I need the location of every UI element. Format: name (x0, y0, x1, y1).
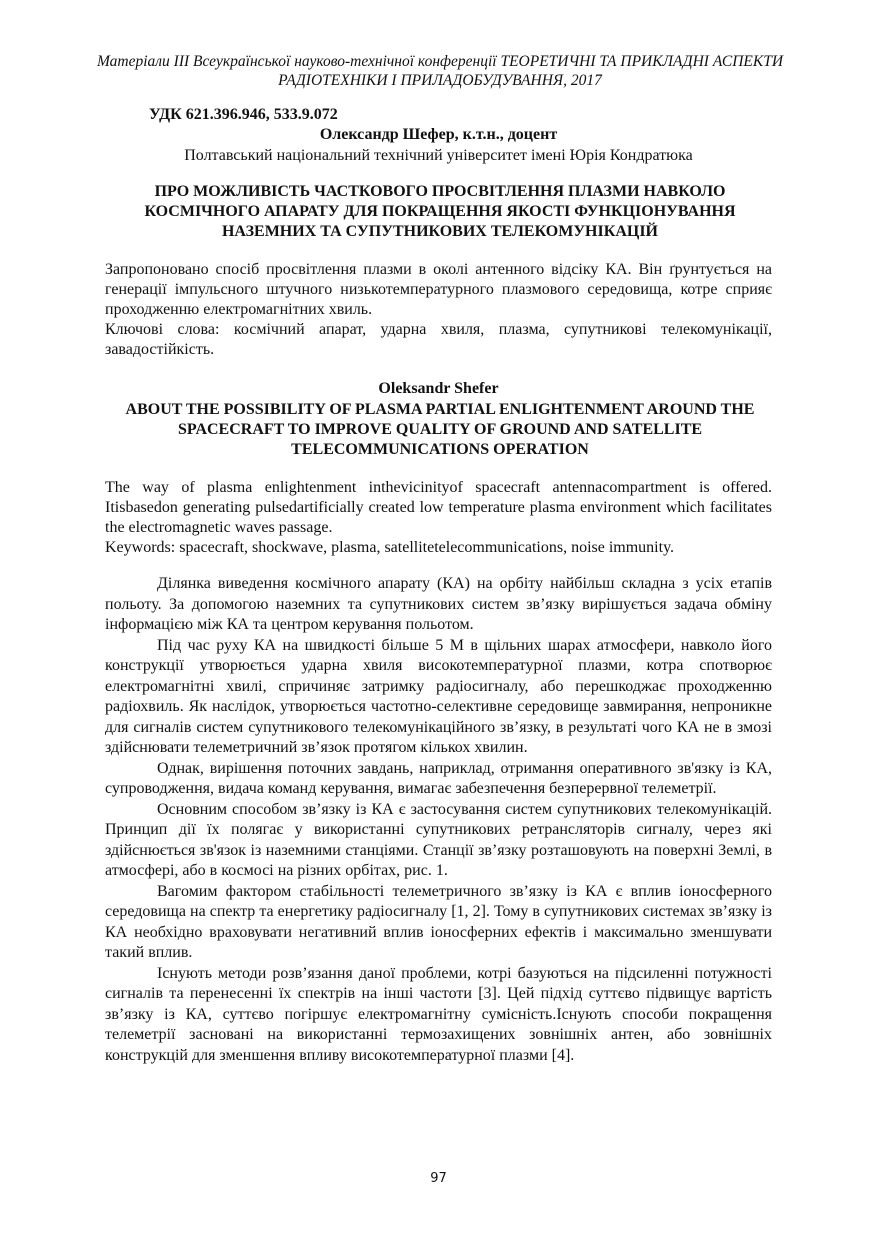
abstract-en-block (105, 478, 772, 558)
body-paragraph: Під час руху КА на швидкості більше 5 М в щільних шарах атмосфери, навколо його конструкції утворюється ударна хвиля високотемпературної плазми, котра спотворює електромагнітні хвилі, спричиняє затримку радіосигналу, або перешкоджає проходженню радіохвиль. Як наслідок, утворюється частотно-селективне середовище завмирання, непроникне для сигналів систем супутникового телекомунікаційного зв’язку, в результаті чого КА не в змозі здійснювати телеметричний зв’язок протягом кількох хвилин. (105, 636, 772, 756)
author-en: Oleksandr Shefer (378, 380, 499, 397)
abstract-en: The way of plasma enlightenment inthevicinityof spacecraft antennacompartment is offered. Itisbasedon generating pulsedartificially created low temperature plasma environment which facilitates the electromagnetic waves passage. (105, 479, 772, 536)
body-paragraph: Вагомим фактором стабільності телеметричного зв’язку із КА є вплив іоносферного середовища на спектр та енергетику радіосигналу [1, 2]. Тому в супутникових системах зв’язку із КА необхідно враховувати негативний вплив іоносферних ефектів і максимально зменшувати такий вплив. (105, 882, 772, 961)
body-paragraph: Однак, вирішення поточних завдань, наприклад, отримання оперативного зв'язку із КА, супроводження, видача команд керування, вимагає забезпечення безперервної телеметрії. (105, 759, 772, 797)
body-text (105, 574, 772, 1066)
abstract-ua-block (105, 260, 772, 360)
affiliation: Полтавський національний технічний університет імені Юрія Кондратюка (184, 147, 693, 164)
title-ua: ПРО МОЖЛИВІСТЬ ЧАСТКОВОГО ПРОСВІТЛЕННЯ ПЛАЗМИ НАВКОЛО КОСМІЧНОГО АПАРАТУ ДЛЯ ПОКРАЩЕННЯ ЯКОСТІ ФУНКЦІОНУВАННЯ НАЗЕМНИХ ТА СУПУТНИКОВИХ ТЕЛЕКОМУНІКАЦІЙ (144, 183, 736, 240)
keywords-en: Keywords: spacecraft, shockwave, plasma, satellitetelecommunications, noise immunity. (105, 539, 675, 556)
author-ua: Олександр Шефер, к.т.н., доцент (319, 126, 558, 143)
abstract-ua: Запропоновано спосіб просвітлення плазми в околі антенного відсіку КА. Він ґрунтується на генерації імпульсного штучного низькотемпературного плазмового середовища, котре сприяє проходженню електромагнітних хвиль. (105, 261, 772, 318)
udk-code: УДК 621.396.946, 533.9.072 (149, 106, 338, 123)
page-number: 97 (430, 1171, 447, 1186)
body-paragraph: Існують методи розв’язання даної проблеми, котрі базуються на підсиленні потужності сигналів та перенесенні їх спектрів на інші частоти [3]. Цей підхід суттєво підвищує вартість зв’язку із КА, суттєво погіршує електромагнітну сумісність.Існують способи покращення телеметрії засновані на використанні термозахищених зовнішніх антен, або зовнішніх конструкцій для зменшення впливу високотемпературної плазми [4]. (105, 964, 772, 1064)
keywords-ua: Ключові слова: космічний апарат, ударна хвиля, плазма, супутникові телекомунікації, завадостійкість. (105, 321, 772, 358)
conference-header: Матеріали ІІІ Всеукраїнської науково-технічної конференції ТЕОРЕТИЧНІ ТА ПРИКЛАДНІ АСПЕКТИ РАДІОТЕХНІКИ І ПРИЛАДОБУДУВАННЯ, 2017 (96, 53, 784, 89)
body-paragraph: Основним способом зв’язку із КА є застосування систем супутникових телекомунікацій. Принцип дії їх полягає у використанні супутникових ретрансляторів сигналу, через які здійснюється зв'язок із наземними станціями. Станції зв’язку розташовують на поверхні Землі, в атмосфері, або в космосі на різних орбітах, рис. 1. (105, 800, 772, 879)
title-en: ABOUT THE POSSIBILITY OF PLASMA PARTIAL ENLIGHTENMENT AROUND THE SPACECRAFT TO IMPROVE QUALITY OF GROUND AND SATELLITE TELECOMMUNICATIONS OPERATION (125, 401, 755, 458)
body-paragraph: Ділянка виведення космічного апарату (КА) на орбіту найбільш складна з усіх етапів польоту. За допомогою наземних та супутникових систем зв’язку вирішується задача обміну інформацією між КА та центром керування польотом. (105, 575, 772, 633)
